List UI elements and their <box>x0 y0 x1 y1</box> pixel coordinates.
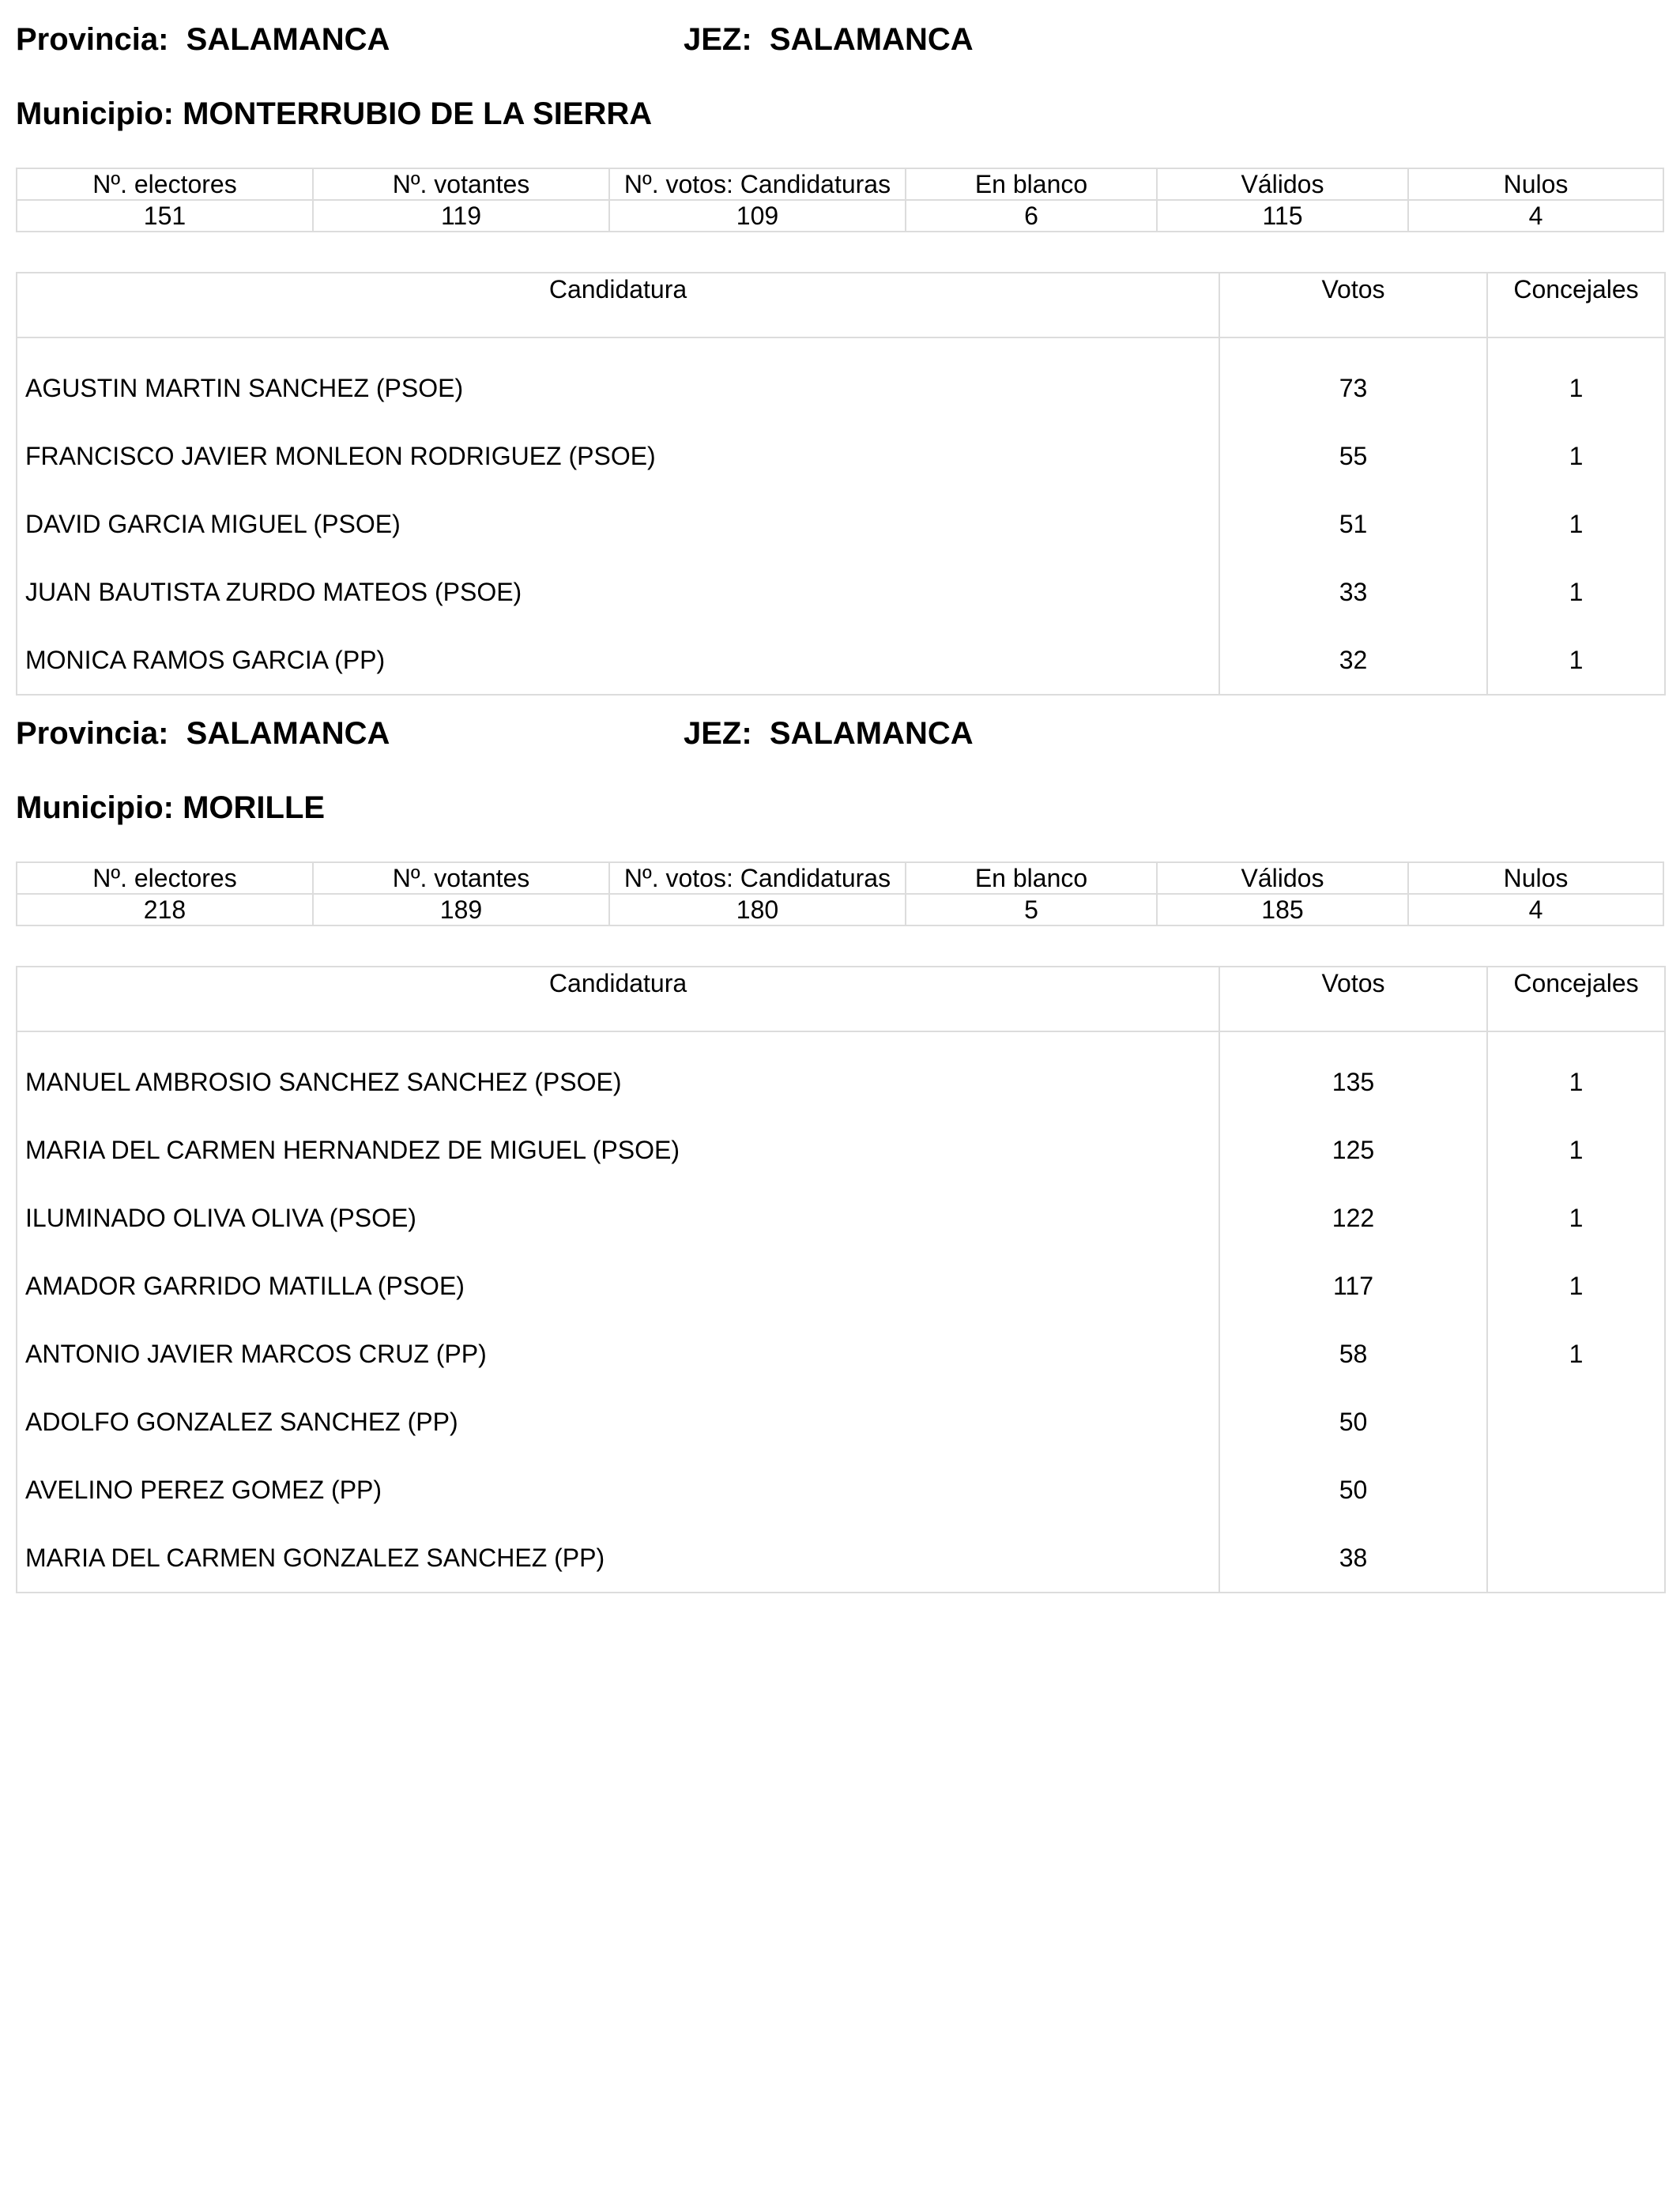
provincia-label: Provincia: SALAMANCA <box>16 716 390 751</box>
summary-value-cell: 185 <box>1157 894 1408 925</box>
summary-value-cell: 151 <box>17 200 313 232</box>
candidate-votos: 73 <box>1339 374 1368 402</box>
municipio-value: MONTERRUBIO DE LA SIERRA <box>183 96 653 131</box>
summary-header-row <box>17 862 1663 894</box>
candidate-votos: 50 <box>1339 1476 1368 1504</box>
candidate-name-column <box>17 338 1220 694</box>
candidate-concejales-column <box>1488 1032 1664 1592</box>
summary-value-cell: 115 <box>1157 200 1408 232</box>
summary-header-cell: Nº. electores <box>17 862 313 894</box>
summary-header-row <box>17 168 1663 200</box>
candidate-votos: 32 <box>1339 646 1368 674</box>
summary-header-cell: Válidos <box>1157 862 1408 894</box>
candidate-name: MARIA DEL CARMEN GONZALEZ SANCHEZ (PP) <box>25 1544 605 1572</box>
candidate-votos: 33 <box>1339 578 1368 606</box>
candidate-concejales <box>1488 1524 1664 1592</box>
candidates-body <box>17 1032 1664 1592</box>
candidate-concejales <box>1488 1388 1664 1456</box>
candidate-votos: 38 <box>1339 1544 1368 1572</box>
candidate-concejales: 1 <box>1569 510 1584 538</box>
candidate-votos: 117 <box>1332 1272 1373 1300</box>
summary-value-cell: 189 <box>313 894 609 925</box>
summary-header-cell: Nº. votantes <box>313 168 609 200</box>
summary-header-cell: Nº. votantes <box>313 862 609 894</box>
summary-header-cell: Nº. electores <box>17 168 313 200</box>
candidate-votos: 55 <box>1339 442 1368 470</box>
provincia-value: SALAMANCA <box>186 716 390 751</box>
summary-value-cell: 4 <box>1408 200 1663 232</box>
candidate-name: AVELINO PEREZ GOMEZ (PP) <box>25 1476 382 1504</box>
candidate-name: FRANCISCO JAVIER MONLEON RODRIGUEZ (PSOE) <box>25 442 656 470</box>
candidate-name: MARIA DEL CARMEN HERNANDEZ DE MIGUEL (PSOE) <box>25 1136 680 1164</box>
votos-header: Votos <box>1220 273 1488 337</box>
candidate-name: AMADOR GARRIDO MATILLA (PSOE) <box>25 1272 465 1300</box>
candidate-votos-column <box>1220 1032 1488 1592</box>
municipio-title: Municipio: MORILLE <box>16 790 326 825</box>
summary-header-cell: Nulos <box>1408 168 1663 200</box>
summary-value-cell: 4 <box>1408 894 1663 925</box>
candidate-concejales-column <box>1488 338 1664 694</box>
candidate-concejales: 1 <box>1569 374 1584 402</box>
summary-header-cell: Nº. votos: Candidaturas <box>609 862 906 894</box>
summary-value-cell: 6 <box>906 200 1157 232</box>
candidate-concejales: 1 <box>1569 1272 1584 1300</box>
jez-value: SALAMANCA <box>769 716 974 751</box>
candidate-concejales: 1 <box>1569 1068 1584 1096</box>
concejales-header: Concejales <box>1513 275 1639 303</box>
provincia-value: SALAMANCA <box>186 22 390 57</box>
summary-value-cell: 218 <box>17 894 313 925</box>
provincia-label: Provincia: SALAMANCA <box>16 22 390 57</box>
candidates-table <box>16 272 1666 696</box>
candidate-votos-column <box>1220 338 1488 694</box>
header-line <box>16 716 1663 760</box>
municipio-value: MORILLE <box>183 790 326 825</box>
candidate-concejales: 1 <box>1569 442 1584 470</box>
candidate-concejales: 1 <box>1569 1136 1584 1164</box>
candidate-concejales: 1 <box>1569 1204 1584 1232</box>
candidate-votos: 122 <box>1332 1204 1375 1232</box>
candidate-votos: 58 <box>1339 1340 1368 1368</box>
summary-value-cell: 5 <box>906 894 1157 925</box>
candidate-name: MONICA RAMOS GARCIA (PP) <box>25 646 386 674</box>
summary-header-cell: Nulos <box>1408 862 1663 894</box>
summary-value-cell: 109 <box>609 200 906 232</box>
candidatura-header: Candidatura <box>17 273 1220 337</box>
jez-value: SALAMANCA <box>769 22 974 57</box>
candidate-name: ADOLFO GONZALEZ SANCHEZ (PP) <box>25 1408 458 1436</box>
candidate-name: JUAN BAUTISTA ZURDO MATEOS (PSOE) <box>25 578 522 606</box>
summary-value-row <box>17 894 1663 925</box>
candidates-header-row <box>17 967 1664 1032</box>
candidate-concejales: 1 <box>1569 578 1584 606</box>
candidates-body <box>17 338 1664 694</box>
summary-value-row <box>17 200 1663 232</box>
header-line <box>16 22 1663 66</box>
summary-value-cell: 119 <box>313 200 609 232</box>
candidate-name: AGUSTIN MARTIN SANCHEZ (PSOE) <box>25 374 464 402</box>
candidate-votos: 51 <box>1339 510 1368 538</box>
candidate-name-column <box>17 1032 1220 1592</box>
summary-header-cell: En blanco <box>906 862 1157 894</box>
concejales-header: Concejales <box>1513 969 1639 997</box>
candidatura-header: Candidatura <box>17 967 1220 1031</box>
candidate-votos: 50 <box>1339 1408 1368 1436</box>
jez-label: JEZ: SALAMANCA <box>684 716 974 751</box>
candidates-header-row <box>17 273 1664 338</box>
summary-header-cell: Válidos <box>1157 168 1408 200</box>
candidate-votos: 125 <box>1332 1136 1375 1164</box>
summary-header-cell: Nº. votos: Candidaturas <box>609 168 906 200</box>
candidate-concejales <box>1488 1456 1664 1524</box>
municipio-title: Municipio: MONTERRUBIO DE LA SIERRA <box>16 96 653 131</box>
summary-header-cell: En blanco <box>906 168 1157 200</box>
summary-table <box>16 861 1664 926</box>
candidate-name: ANTONIO JAVIER MARCOS CRUZ (PP) <box>25 1340 487 1368</box>
jez-label: JEZ: SALAMANCA <box>684 22 974 57</box>
summary-table <box>16 168 1664 232</box>
candidate-concejales: 1 <box>1569 646 1584 674</box>
candidate-name: MANUEL AMBROSIO SANCHEZ SANCHEZ (PSOE) <box>25 1068 622 1096</box>
votos-header: Votos <box>1220 967 1488 1031</box>
candidate-name: DAVID GARCIA MIGUEL (PSOE) <box>25 510 401 538</box>
summary-value-cell: 180 <box>609 894 906 925</box>
candidate-name: ILUMINADO OLIVA OLIVA (PSOE) <box>25 1204 416 1232</box>
candidates-table <box>16 966 1666 1593</box>
candidate-votos: 135 <box>1332 1068 1375 1096</box>
candidate-concejales: 1 <box>1569 1340 1584 1368</box>
